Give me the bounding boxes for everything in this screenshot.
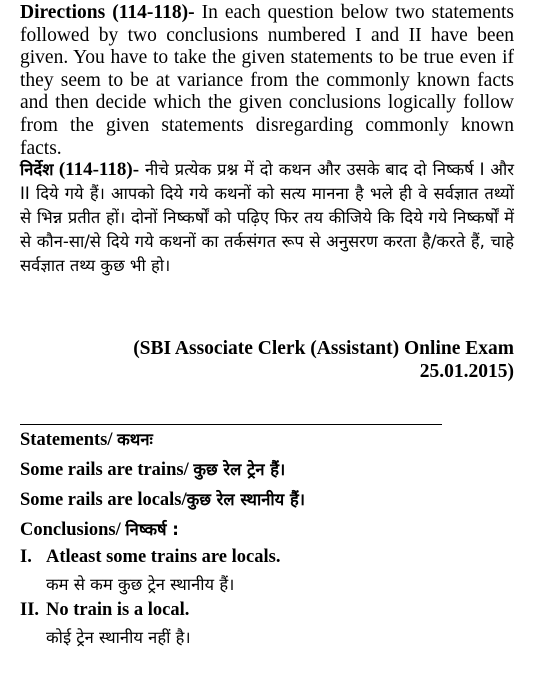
directions-hindi-text: नीचे प्रत्येक प्रश्न में दो कथन और उसके बाद दो निष्कर्ष I और II दिये गये हैं। आपको दिये गये कथनों को सत्य मानना है भले ही वे सर्वज्ञात तथ्यों से भिन्न प्रतीत हों। दोनों निष्कर्षों को पढ़िए फिर तय कीजिये कि दिये गये निष्कर्षों में से कौन-सा/से दिये गये कथनों का तर्कसंगत रूप से अनुसरण करता है/करते हैं, चाहे सर्वज्ञात तथ्य कुछ भी हो। (20, 160, 515, 275)
statement-2: Some rails are locals/कुछ रेल स्थानीय हैं। (20, 490, 305, 510)
exam-source (74, 337, 514, 383)
conclusion-1-number: I. (20, 547, 32, 567)
divider (20, 424, 442, 425)
conclusion-2 (20, 600, 189, 621)
conclusion-1-english: Atleast some trains are locals. (46, 547, 281, 567)
directions-hindi-heading: निर्देश (20, 160, 54, 179)
directions-hindi (20, 158, 514, 278)
conclusion-1 (20, 547, 280, 568)
statement-1: Some rails are trains/ कुछ रेल ट्रेन हैं। (20, 460, 286, 480)
directions-heading: Directions (114-118)- (20, 2, 195, 23)
conclusion-2-english: No train is a local. (46, 600, 190, 620)
directions-english (20, 2, 514, 160)
conclusions-label: Conclusions/ निष्कर्ष : (20, 520, 179, 540)
directions-text: In each question below two statements followed by two conclusions numbered I and II have been given. You have to take the given statements to be true even if they seem to be at variance from the commonly known facts and then decide which the given conclusions logically follow from the given statements disregarding commonly known facts. (20, 2, 514, 159)
conclusion-1-hindi: कम से कम कुछ ट्रेन स्थानीय हैं। (46, 575, 235, 594)
statements-label: Statements/ कथनः (20, 430, 153, 450)
exam-source-name: (SBI Associate Clerk (Assistant) Online Exam (133, 338, 514, 359)
conclusion-2-hindi: कोई ट्रेन स्थानीय नहीं है। (46, 628, 191, 647)
directions-hindi-range: (114-118)- (53, 159, 140, 180)
exam-source-date: 25.01.2015) (419, 361, 514, 382)
conclusion-2-number: II. (20, 600, 40, 620)
